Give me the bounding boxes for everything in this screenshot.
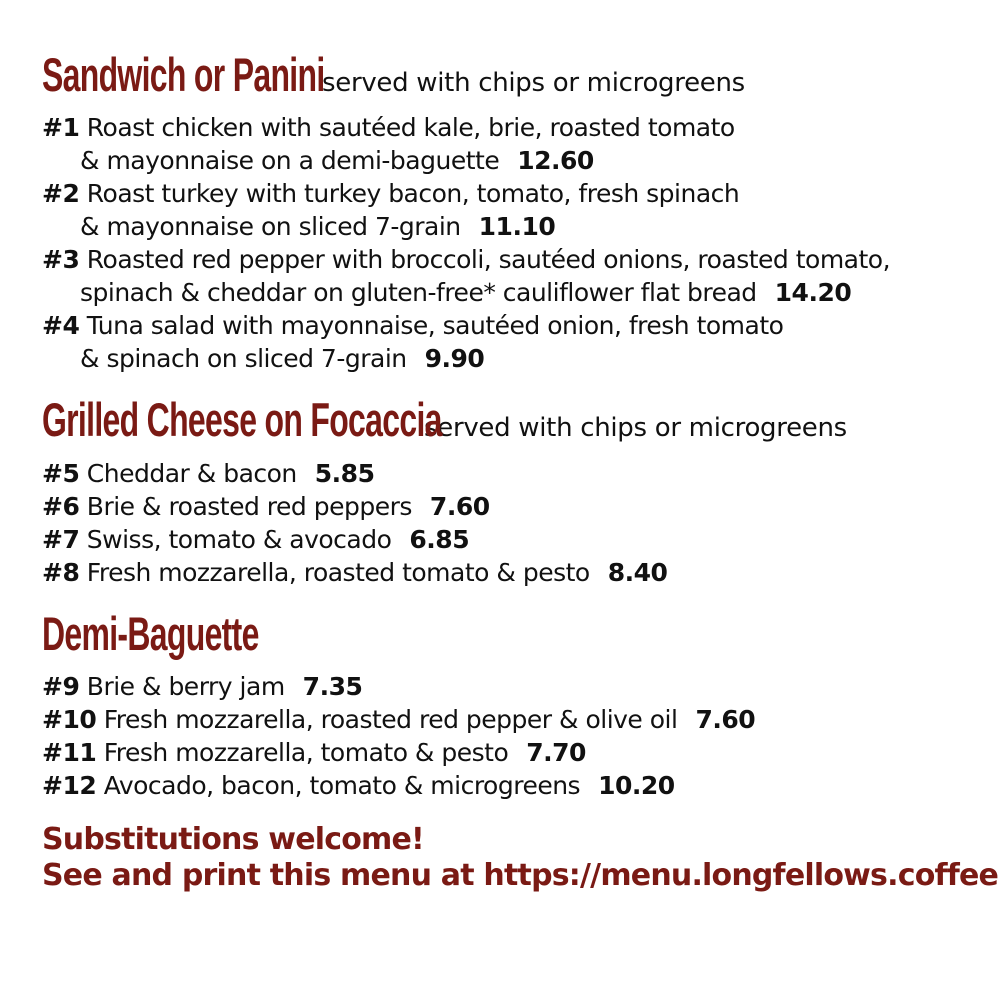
item-description: Tuna salad with mayonnaise, sautéed onion, fresh tomato [86,311,784,341]
item-number: #4 [42,311,80,341]
item-price: 11.10 [478,212,556,242]
item-description: Brie & berry jam [86,672,285,702]
item-number: #5 [42,458,80,488]
menu-item [42,243,982,309]
item-number: #3 [42,245,80,275]
item-description: Roasted red pepper with broccoli, sautéed onions, roasted tomato, [86,245,891,275]
menu-item [42,111,982,177]
item-price: 5.85 [314,458,375,488]
item-price: 10.20 [598,771,675,801]
menu-url-note: See and print this menu at https://menu.longfellows.coffee [42,858,999,894]
item-price: 7.35 [302,672,363,702]
section-subtitle: served with chips or microgreens [424,413,847,444]
menu-item [42,490,982,523]
item-number: #7 [42,524,80,554]
item-number: #10 [42,705,97,735]
item-description-cont: & mayonnaise on sliced 7-grain [80,212,461,242]
item-price: 8.40 [607,557,668,587]
menu-item [42,769,982,802]
section-title: Demi-Baguette [42,606,259,660]
item-description: Roast turkey with turkey bacon, tomato, fresh spinach [86,179,740,209]
section-title: Sandwich or Panini [42,48,325,101]
item-description: Swiss, tomato & avocado [86,524,392,554]
section-sandwich-panini [42,50,982,375]
item-description-cont: & spinach on sliced 7-grain [80,344,407,374]
item-price: 6.85 [409,524,470,554]
section-demi-baguette [42,606,982,802]
item-description: Avocado, bacon, tomato & microgreens [103,771,581,801]
menu-item [42,736,982,769]
section-header [42,393,982,447]
section-header [42,50,982,99]
section-title: Grilled Cheese on Focaccia [42,393,442,447]
menu-item [42,457,982,490]
item-price: 9.90 [424,344,485,374]
menu [42,48,999,894]
section-subtitle: served with chips or microgreens [322,68,745,98]
menu-item [42,670,982,703]
item-price: 7.60 [429,491,490,521]
item-number: #2 [42,179,80,209]
footer [42,822,999,894]
menu-item [42,523,982,556]
menu-item [42,556,982,589]
item-number: #9 [42,672,80,702]
item-number: #11 [42,738,97,768]
item-description: Roast chicken with sautéed kale, brie, roasted tomato [86,113,735,143]
item-description-cont: spinach & cheddar on gluten-free* cauliflower flat bread [80,278,757,308]
menu-item [42,177,982,243]
item-price: 14.20 [774,278,852,308]
item-description: Fresh mozzarella, tomato & pesto [103,738,509,768]
substitutions-note: Substitutions welcome! [42,822,424,858]
section-grilled-cheese [42,395,982,588]
item-number: #8 [42,557,80,587]
item-description-cont: & mayonnaise on a demi-baguette [80,146,500,176]
menu-item [42,309,982,375]
section-header [42,606,982,660]
menu-item [42,703,982,736]
item-price: 7.60 [695,705,756,735]
item-number: #1 [42,113,80,143]
item-price: 12.60 [517,146,594,176]
item-description: Brie & roasted red peppers [86,491,412,521]
item-description: Fresh mozzarella, roasted tomato & pesto [86,557,590,587]
item-description: Fresh mozzarella, roasted red pepper & olive oil [103,705,678,735]
item-number: #6 [42,491,80,521]
item-description: Cheddar & bacon [86,458,297,488]
item-number: #12 [42,771,97,801]
item-price: 7.70 [526,738,586,768]
